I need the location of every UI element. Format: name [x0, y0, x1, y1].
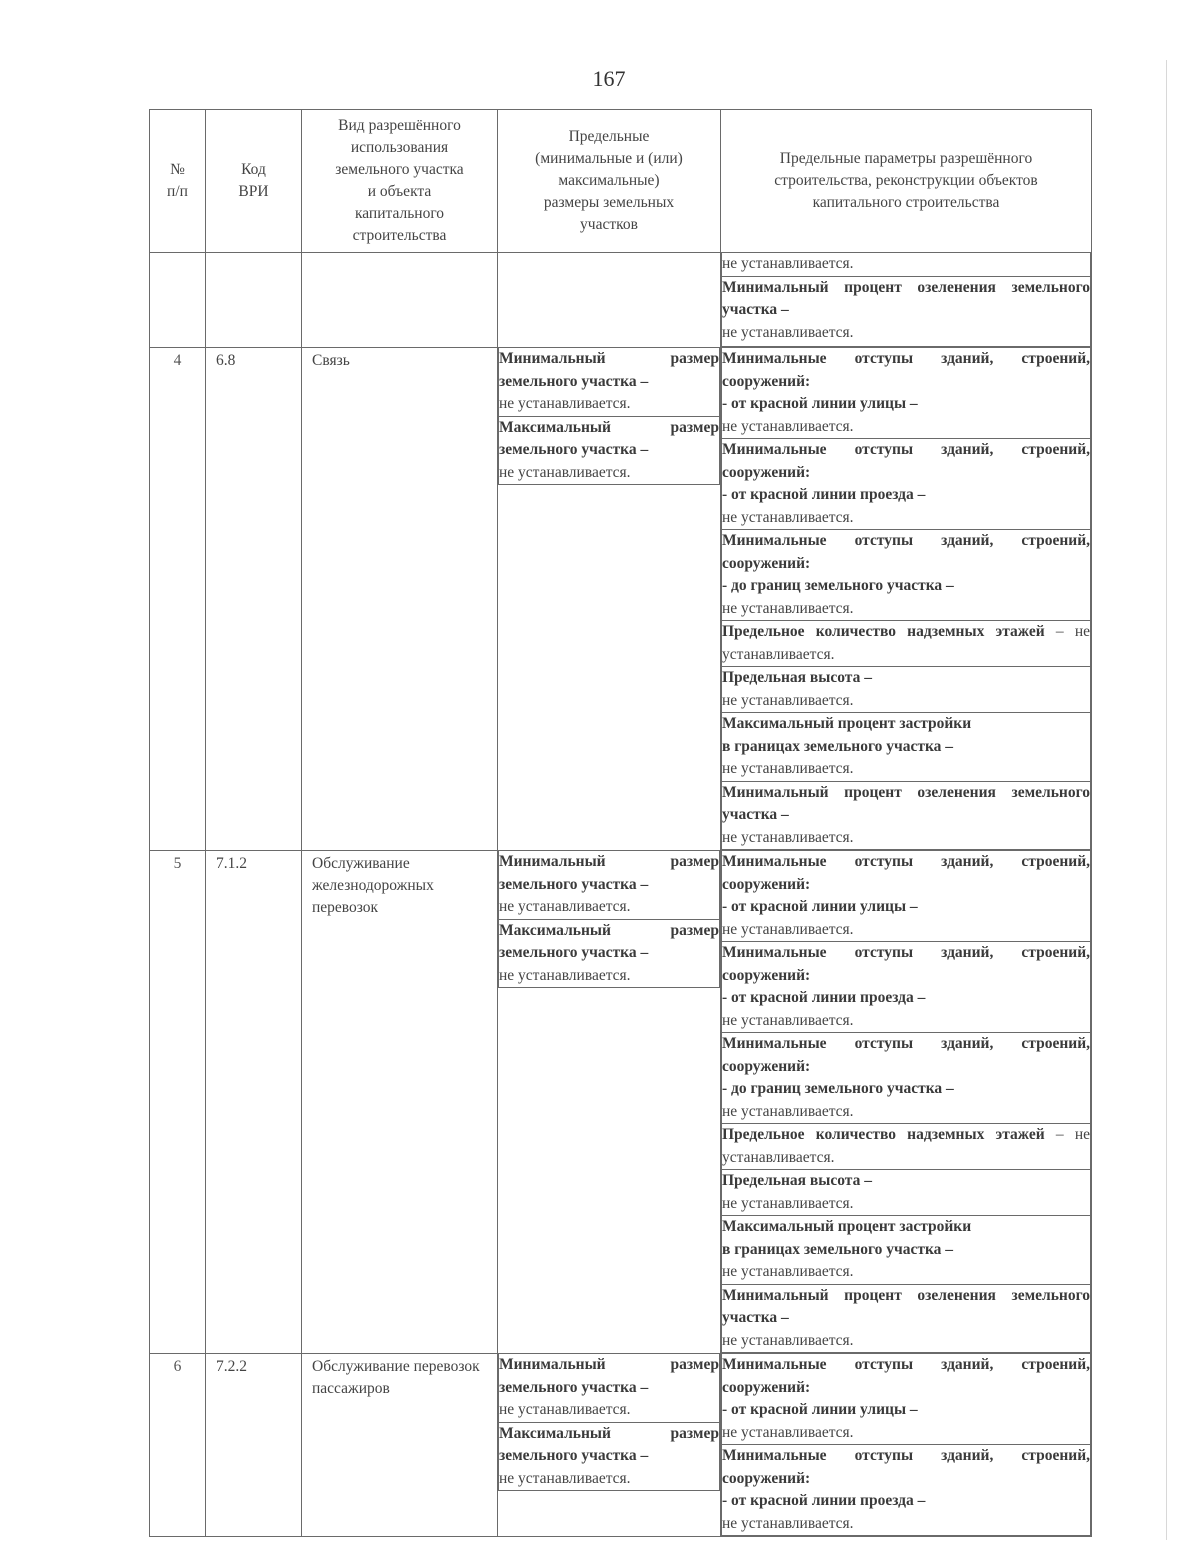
- row-code: 6.8: [206, 348, 302, 851]
- row-name: Обслуживание железнодорожных перевозок: [302, 851, 498, 1354]
- row-code: 7.1.2: [206, 851, 302, 1354]
- param-cell: Предельная высота – не устанавливается.: [722, 667, 1091, 713]
- table-header-row: [150, 110, 1092, 253]
- param-cell: Максимальный процент застройки в границах земельного участка – не устанавливается.: [722, 713, 1091, 782]
- row-code: 7.2.2: [206, 1354, 302, 1537]
- param-cell: Минимальный процент озеленения земельного участка – не устанавливается.: [722, 1284, 1091, 1353]
- param-cell: Минимальные отступы зданий, строений, сооружений: - до границ земельного участка – не устанавливается.: [722, 1033, 1091, 1124]
- table-row: [150, 1354, 1092, 1537]
- header-name: Вид разрешённого использования земельного участка и объекта капитального строительства: [302, 110, 498, 253]
- param-cell: Минимальные отступы зданий, строений, сооружений: - от красной линии проезда – не устанавливается.: [722, 942, 1091, 1033]
- param-cell: Минимальные отступы зданий, строений, сооружений: - от красной линии улицы – не устанавливается.: [722, 348, 1091, 439]
- regulations-table: [149, 109, 1092, 1537]
- header-code: Код ВРИ: [206, 110, 302, 253]
- row-name: Связь: [302, 348, 498, 851]
- param-cell: Максимальный процент застройки в границах земельного участка – не устанавливается.: [722, 1216, 1091, 1285]
- row-name: Обслуживание перевозок пассажиров: [302, 1354, 498, 1537]
- param-cell: Предельная высота – не устанавливается.: [722, 1170, 1091, 1216]
- table-row-continuation: [150, 253, 1092, 348]
- page-number: 167: [592, 66, 626, 91]
- size-cell: Минимальный размер земельного участка – не устанавливается.: [499, 851, 720, 919]
- row-number: 5: [150, 851, 206, 1354]
- size-cell: Максимальный размер земельного участка – не устанавливается.: [499, 416, 720, 485]
- size-cell: Минимальный размер земельного участка – не устанавливается.: [499, 1354, 720, 1422]
- header-num: № п/п: [150, 110, 206, 253]
- row-number: 4: [150, 348, 206, 851]
- param-cell: Минимальные отступы зданий, строений, сооружений: - от красной линии улицы – не устанавливается.: [722, 851, 1091, 942]
- size-cell: Максимальный размер земельного участка – не устанавливается.: [499, 1422, 720, 1491]
- param-cell: Предельное количество надземных этажей – не устанавливается.: [722, 621, 1091, 667]
- param-cell: Минимальный процент озеленения земельного участка – не устанавливается.: [722, 781, 1091, 850]
- scan-edge-line: [1166, 60, 1167, 1540]
- table-row: [150, 851, 1092, 1354]
- param-cell: не устанавливается.: [722, 253, 1091, 276]
- param-cell: Предельное количество надземных этажей – не устанавливается.: [722, 1124, 1091, 1170]
- row-number: 6: [150, 1354, 206, 1537]
- size-cell: Минимальный размер земельного участка – не устанавливается.: [499, 348, 720, 416]
- table-row: [150, 348, 1092, 851]
- header-size: Предельные (минимальные и (или) максимальные) размеры земельных участков: [498, 110, 721, 253]
- param-cell: Минимальные отступы зданий, строений, сооружений: - от красной линии проезда – не устанавливается.: [722, 439, 1091, 530]
- param-cell: Минимальные отступы зданий, строений, сооружений: - от красной линии проезда – не устанавливается.: [722, 1445, 1091, 1536]
- param-cell: Минимальные отступы зданий, строений, сооружений: - до границ земельного участка – не устанавливается.: [722, 530, 1091, 621]
- size-cell: Максимальный размер земельного участка – не устанавливается.: [499, 919, 720, 988]
- param-cell: Минимальный процент озеленения земельного участка – не устанавливается.: [722, 276, 1091, 347]
- header-params: Предельные параметры разрешённого строительства, реконструкции объектов капитального строительства: [721, 110, 1092, 253]
- param-cell: Минимальные отступы зданий, строений, сооружений: - от красной линии улицы – не устанавливается.: [722, 1354, 1091, 1445]
